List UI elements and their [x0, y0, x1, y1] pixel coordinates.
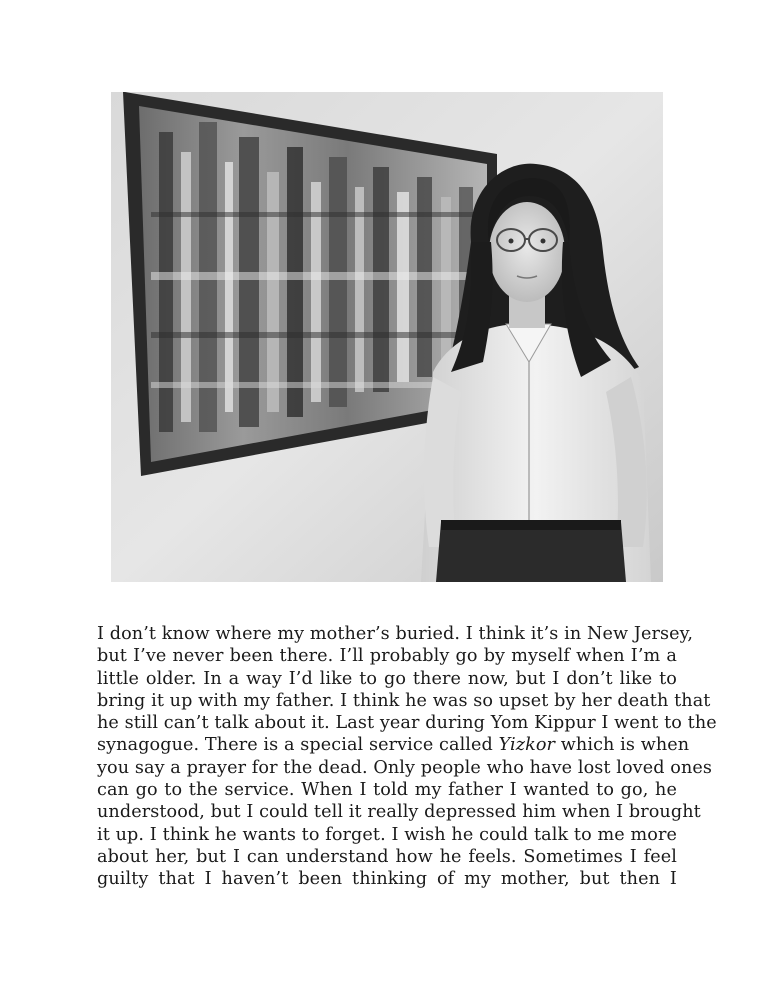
text-segment: bring it up with my father. I think he was so upset by her death that: [97, 690, 711, 711]
text-line: [97, 645, 677, 667]
text-segment: but I’ve never been there. I’ll probably go by myself when I’m a: [97, 646, 677, 667]
photograph: [111, 92, 663, 582]
text-segment: little older. In a way I’d like to go there now, but I don’t like to: [97, 668, 677, 689]
text-line: [97, 779, 677, 801]
text-segment: guilty that I haven’t been thinking of my mother, but then I: [97, 869, 677, 890]
photo-image: [111, 92, 663, 582]
text-line: [97, 801, 701, 823]
text-segment: can go to the service. When I told my father I wanted to go, he: [97, 780, 677, 801]
italic-term: Yizkor: [498, 735, 556, 756]
text-line: [97, 668, 677, 690]
text-line: [97, 734, 690, 756]
text-line: [97, 623, 694, 645]
text-line: [97, 824, 677, 846]
text-line: [97, 846, 677, 868]
text-segment: it up. I think he wants to forget. I wish he could talk to me more: [97, 824, 677, 845]
text-segment: about her, but I can understand how he feels. Sometimes I feel: [97, 846, 677, 867]
text-segment: understood, but I could tell it really depressed him when I brought: [97, 802, 701, 823]
text-segment: synagogue. There is a special service called: [97, 735, 499, 756]
text-line: [97, 868, 677, 890]
text-line: [97, 690, 711, 712]
text-segment: I don’t know where my mother’s buried. I think it’s in New Jersey,: [97, 624, 694, 644]
text-segment: you say a prayer for the dead. Only people who have lost loved ones: [97, 757, 713, 778]
text-segment: which is when: [555, 735, 690, 756]
text-line: [97, 757, 713, 779]
text-segment: he still can’t talk about it. Last year during Yom Kippur I went to the: [97, 713, 717, 734]
body-paragraph: [97, 623, 717, 891]
text-line: [97, 712, 717, 734]
